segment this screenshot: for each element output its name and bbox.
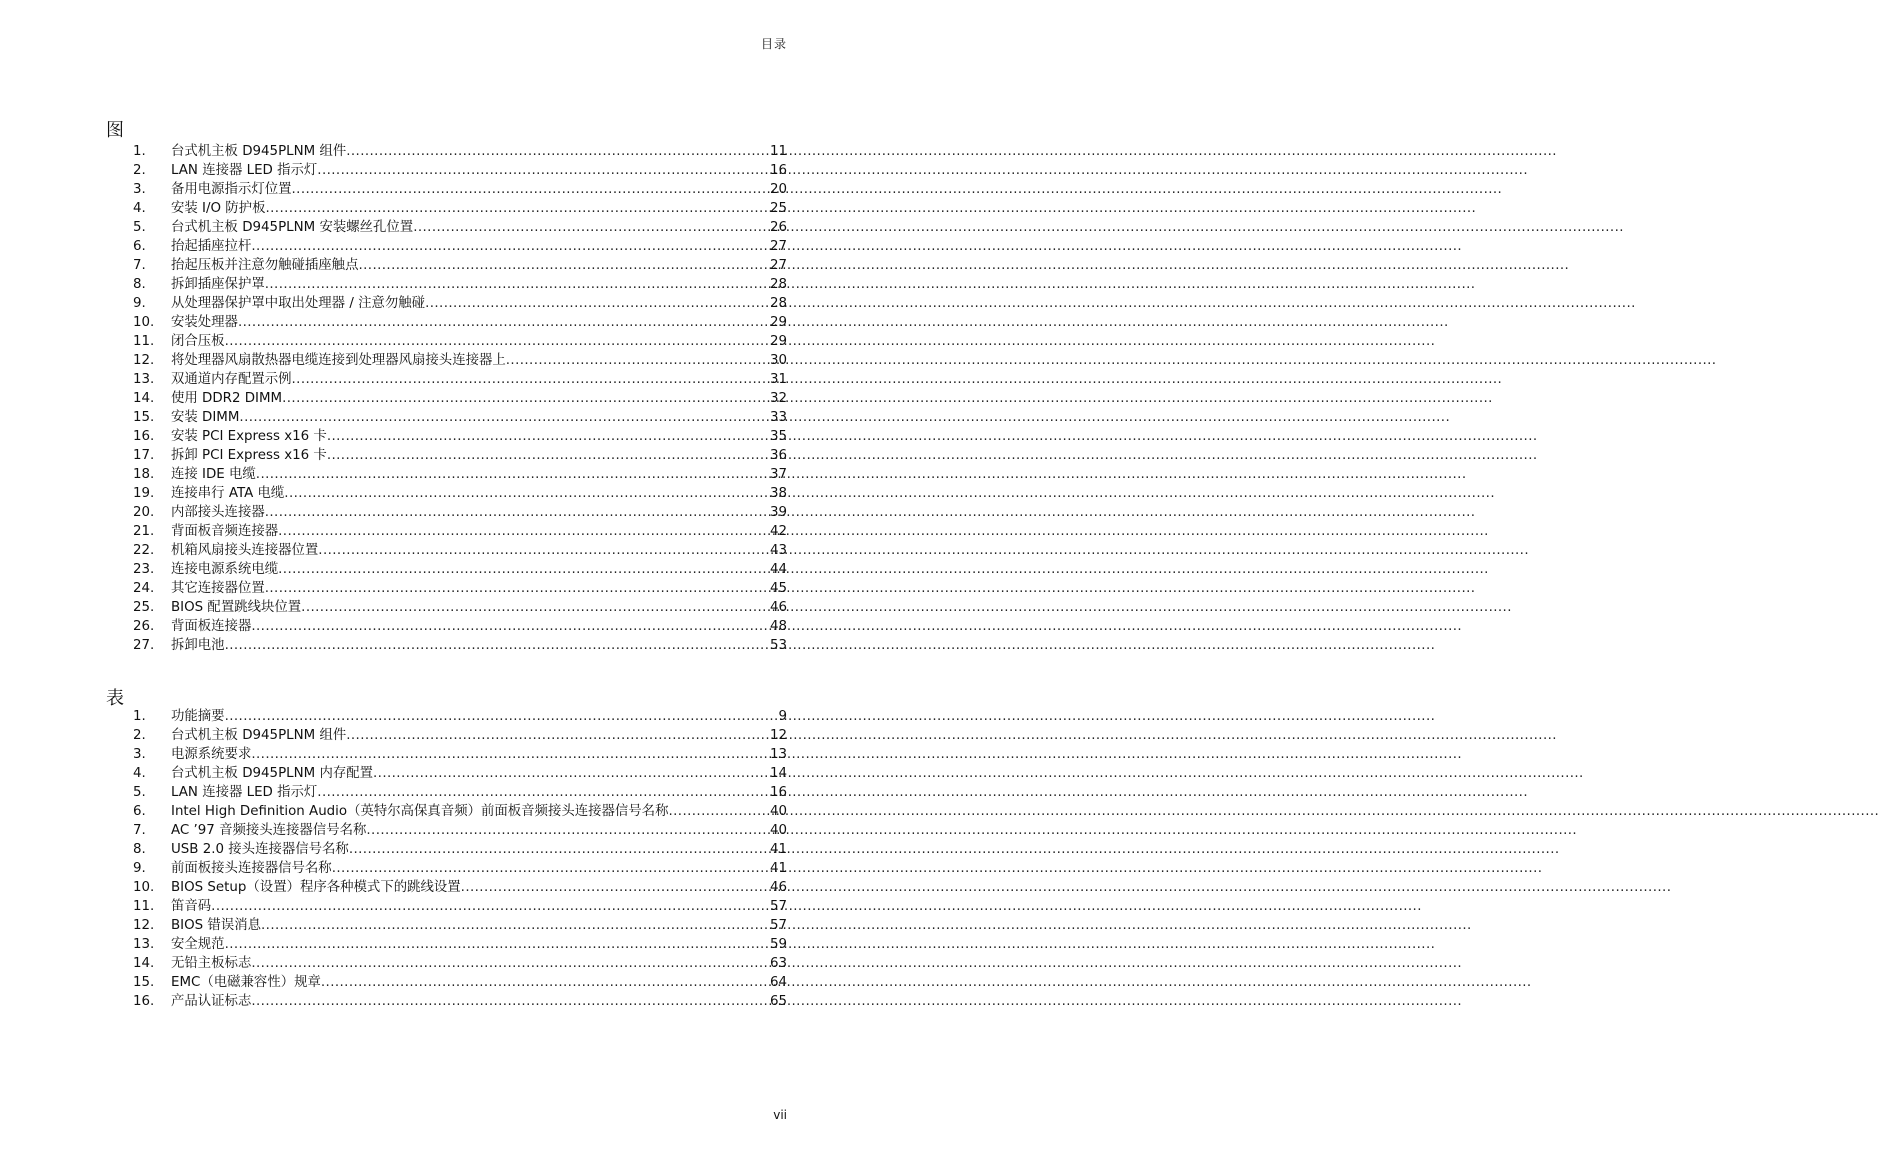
entry-page: 27 (769, 258, 787, 273)
entry-title: 拆卸插座保护罩 (171, 277, 265, 292)
toc-entry[interactable] (133, 916, 787, 935)
entry-number: 7. (133, 823, 146, 838)
entry-title: EMC（电磁兼容性）规章 (171, 975, 321, 990)
entry-number: 5. (133, 785, 146, 800)
entry-title: 抬起压板并注意勿触碰插座触点 (171, 258, 359, 273)
entry-page: 13 (769, 747, 787, 762)
entry-title: BIOS 错误消息 (171, 918, 261, 933)
dot-leader (225, 935, 770, 954)
entry-page: 43 (769, 543, 787, 558)
toc-entry[interactable] (133, 484, 787, 503)
entry-number: 17. (133, 448, 155, 463)
entry-title: 前面板接头连接器信号名称 (171, 861, 332, 876)
entry-title: 连接电源系统电缆 (171, 562, 279, 577)
dot-leader (292, 180, 770, 199)
entry-number: 20. (133, 505, 155, 520)
dot-leader (251, 745, 770, 764)
entry-title: 拆卸 PCI Express x16 卡 (171, 448, 327, 463)
dot-leader (239, 408, 770, 427)
dot-leader (225, 332, 770, 351)
entry-title: 背面板音频连接器 (171, 524, 279, 539)
entry-page: 48 (769, 619, 787, 634)
entry-page: 57 (769, 899, 787, 914)
running-header: 目录 (760, 37, 787, 51)
entry-number: 26. (133, 619, 155, 634)
entry-number: 3. (133, 747, 146, 762)
dot-leader (358, 256, 769, 275)
toc-entry[interactable] (133, 560, 787, 579)
entry-page: 46 (769, 880, 787, 895)
entry-number: 11. (133, 899, 155, 914)
entry-number: 1. (133, 144, 146, 159)
entry-title: 连接 IDE 电缆 (171, 467, 256, 482)
entry-page: 59 (769, 937, 787, 952)
dot-leader (261, 916, 770, 935)
entry-title: 从处理器保护罩中取出处理器 / 注意勿触碰 (171, 296, 426, 311)
entry-page: 28 (769, 296, 787, 311)
entry-number: 7. (133, 258, 146, 273)
entry-number: 6. (133, 239, 146, 254)
entry-title: 机箱风扇接头连接器位置 (171, 543, 319, 558)
entry-number: 5. (133, 220, 146, 235)
toc-entry[interactable] (133, 859, 787, 878)
entry-number: 25. (133, 600, 155, 615)
entry-number: 16. (133, 429, 155, 444)
figures-list (133, 142, 787, 655)
entry-title: 安装 PCI Express x16 卡 (171, 429, 327, 444)
toc-entry[interactable] (133, 636, 787, 655)
entry-number: 10. (133, 880, 155, 895)
toc-entry[interactable] (133, 579, 787, 598)
toc-entry[interactable] (133, 522, 787, 541)
dot-leader (251, 237, 770, 256)
toc-entry[interactable] (133, 726, 787, 745)
entry-page: 57 (769, 918, 787, 933)
dot-leader (327, 427, 770, 446)
dot-leader (284, 484, 770, 503)
dot-leader (301, 598, 770, 617)
entry-page: 35 (769, 429, 787, 444)
entry-title: 电源系统要求 (171, 747, 252, 762)
dot-leader (668, 802, 769, 821)
entry-page: 38 (769, 486, 787, 501)
entry-title: Intel High Definition Audio（英特尔高保真音频）前面板音频接头连接器信号名称 (171, 804, 669, 819)
entry-title: 安装 I/O 防护板 (171, 201, 266, 216)
dot-leader (327, 446, 770, 465)
entry-title: 拆卸电池 (171, 638, 225, 653)
entry-page: 25 (769, 201, 787, 216)
toc-entry[interactable] (133, 199, 787, 218)
dot-leader (251, 954, 770, 973)
toc-entry[interactable] (133, 840, 787, 859)
entry-title: AC ’97 音频接头连接器信号名称 (171, 823, 367, 838)
entry-page: 32 (769, 391, 787, 406)
toc-entry[interactable] (133, 745, 787, 764)
toc-entry[interactable] (133, 351, 787, 370)
toc-entry[interactable] (133, 275, 787, 294)
entry-title: 无铅主板标志 (171, 956, 252, 971)
entry-title: 使用 DDR2 DIMM (171, 391, 283, 406)
entry-number: 18. (133, 467, 155, 482)
toc-entry[interactable] (133, 503, 787, 522)
entry-page: 63 (769, 956, 787, 971)
toc-entry[interactable] (133, 783, 787, 802)
entry-title: 功能摘要 (171, 709, 225, 724)
entry-page: 26 (769, 220, 787, 235)
entry-number: 21. (133, 524, 155, 539)
entry-page: 37 (769, 467, 787, 482)
entry-number: 12. (133, 353, 155, 368)
entry-page: 44 (769, 562, 787, 577)
toc-entry[interactable] (133, 427, 787, 446)
entry-page: 53 (769, 638, 787, 653)
entry-number: 8. (133, 277, 146, 292)
dot-leader (225, 707, 779, 726)
entry-number: 13. (133, 937, 155, 952)
toc-entry[interactable] (133, 465, 787, 484)
entry-title: 安装处理器 (171, 315, 238, 330)
toc-entry[interactable] (133, 541, 787, 560)
toc-entry[interactable] (133, 764, 787, 783)
entry-page: 33 (769, 410, 787, 425)
entry-title: 安全规范 (171, 937, 225, 952)
entry-title: 备用电源指示灯位置 (171, 182, 292, 197)
dot-leader (265, 503, 770, 522)
entry-page: 42 (769, 524, 787, 539)
dot-leader (292, 370, 770, 389)
entry-number: 9. (133, 296, 146, 311)
entry-number: 23. (133, 562, 155, 577)
entry-title: LAN 连接器 LED 指示灯 (171, 785, 318, 800)
entry-page: 12 (769, 728, 787, 743)
toc-entry[interactable] (133, 935, 787, 954)
entry-title: 笛音码 (171, 899, 212, 914)
entry-title: 台式机主板 D945PLNM 内存配置 (171, 766, 374, 781)
entry-title: LAN 连接器 LED 指示灯 (171, 163, 318, 178)
entry-title: 将处理器风扇散热器电缆连接到处理器风扇接头连接器上 (171, 353, 506, 368)
entry-page: 45 (769, 581, 787, 596)
entry-title: BIOS 配置跳线块位置 (171, 600, 302, 615)
entry-page: 31 (769, 372, 787, 387)
dot-leader (461, 878, 770, 897)
toc-entry[interactable] (133, 294, 787, 313)
toc-entry[interactable] (133, 180, 787, 199)
toc-entry[interactable] (133, 370, 787, 389)
entry-number: 14. (133, 956, 155, 971)
dot-leader (265, 275, 770, 294)
toc-entry[interactable] (133, 897, 787, 916)
toc-entry[interactable] (133, 598, 787, 617)
entry-page: 27 (769, 239, 787, 254)
dot-leader (317, 783, 770, 802)
entry-page: 40 (769, 804, 787, 819)
entry-number: 8. (133, 842, 146, 857)
dot-leader (278, 522, 770, 541)
entry-page: 16 (769, 163, 787, 178)
dot-leader (256, 465, 770, 484)
entry-number: 16. (133, 994, 155, 1009)
dot-leader (238, 313, 770, 332)
entry-title: 台式机主板 D945PLNM 安装螺丝孔位置 (171, 220, 414, 235)
dot-leader (265, 579, 770, 598)
dot-leader (425, 294, 770, 313)
entry-title: 台式机主板 D945PLNM 组件 (171, 144, 347, 159)
entry-page: 40 (769, 823, 787, 838)
entry-page: 65 (769, 994, 787, 1009)
dot-leader (318, 541, 770, 560)
dot-leader (373, 764, 770, 783)
toc-entry[interactable] (133, 707, 787, 726)
entry-number: 24. (133, 581, 155, 596)
dot-leader (265, 199, 769, 218)
dot-leader (413, 218, 770, 237)
entry-title: BIOS Setup（设置）程序各种模式下的跳线设置 (171, 880, 461, 895)
entry-number: 10. (133, 315, 155, 330)
entry-number: 14. (133, 391, 155, 406)
dot-leader (211, 897, 770, 916)
entry-page: 29 (769, 315, 787, 330)
entry-page: 46 (769, 600, 787, 615)
toc-entry[interactable] (133, 218, 787, 237)
toc-entry[interactable] (133, 992, 787, 1011)
dot-leader (251, 617, 770, 636)
entry-title: USB 2.0 接头连接器信号名称 (171, 842, 349, 857)
dot-leader (251, 992, 770, 1011)
toc-entry[interactable] (133, 142, 787, 161)
entry-number: 22. (133, 543, 155, 558)
entry-number: 19. (133, 486, 155, 501)
entry-number: 11. (133, 334, 155, 349)
dot-leader (332, 859, 770, 878)
toc-entry[interactable] (133, 617, 787, 636)
toc-entry[interactable] (133, 973, 787, 992)
toc-entry[interactable] (133, 878, 787, 897)
entry-title: 其它连接器位置 (171, 581, 265, 596)
toc-entry[interactable] (133, 408, 787, 427)
entry-number: 15. (133, 410, 155, 425)
entry-number: 6. (133, 804, 146, 819)
entry-page: 30 (769, 353, 787, 368)
entry-title: 抬起插座拉杆 (171, 239, 252, 254)
entry-title: 台式机主板 D945PLNM 组件 (171, 728, 347, 743)
toc-entry[interactable] (133, 389, 787, 408)
entry-page: 39 (769, 505, 787, 520)
toc-entry[interactable] (133, 446, 787, 465)
toc-entry[interactable] (133, 954, 787, 973)
entry-page: 41 (769, 861, 787, 876)
entry-title: 安装 DIMM (171, 410, 240, 425)
entry-page: 9 (778, 709, 787, 724)
entry-title: 双通道内存配置示例 (171, 372, 292, 387)
entry-title: 产品认证标志 (171, 994, 252, 1009)
dot-leader (317, 161, 770, 180)
dot-leader (346, 726, 770, 745)
entry-number: 1. (133, 709, 146, 724)
entry-title: 连接串行 ATA 电缆 (171, 486, 285, 501)
entry-title: 闭合压板 (171, 334, 225, 349)
toc-entry[interactable] (133, 256, 787, 275)
entry-page: 14 (769, 766, 787, 781)
dot-leader (282, 389, 770, 408)
dot-leader (278, 560, 770, 579)
entry-page: 16 (769, 785, 787, 800)
entry-number: 15. (133, 975, 155, 990)
entry-page: 11 (769, 144, 787, 159)
entry-number: 2. (133, 728, 146, 743)
entry-page: 36 (769, 448, 787, 463)
entry-page: 29 (769, 334, 787, 349)
toc-entry[interactable] (133, 237, 787, 256)
entry-title: 背面板连接器 (171, 619, 252, 634)
dot-leader (321, 973, 770, 992)
toc-entry[interactable] (133, 161, 787, 180)
entry-page: 41 (769, 842, 787, 857)
dot-leader (506, 351, 770, 370)
entry-page: 64 (769, 975, 787, 990)
toc-entry[interactable] (133, 313, 787, 332)
dot-leader (349, 840, 770, 859)
toc-entry[interactable] (133, 821, 787, 840)
entry-number: 27. (133, 638, 155, 653)
dot-leader (225, 636, 770, 655)
entry-number: 4. (133, 201, 146, 216)
toc-entry[interactable] (133, 332, 787, 351)
tables-list (133, 707, 787, 1011)
entry-number: 4. (133, 766, 146, 781)
tables-heading: 表 (106, 688, 124, 709)
figures-heading: 图 (106, 120, 124, 141)
entry-number: 3. (133, 182, 146, 197)
entry-number: 2. (133, 163, 146, 178)
toc-entry[interactable] (133, 802, 787, 821)
page-number: vii (773, 1108, 787, 1122)
dot-leader (346, 142, 770, 161)
entry-page: 28 (769, 277, 787, 292)
entry-title: 内部接头连接器 (171, 505, 265, 520)
entry-number: 13. (133, 372, 155, 387)
entry-number: 12. (133, 918, 155, 933)
dot-leader (366, 821, 770, 840)
entry-number: 9. (133, 861, 146, 876)
entry-page: 20 (769, 182, 787, 197)
